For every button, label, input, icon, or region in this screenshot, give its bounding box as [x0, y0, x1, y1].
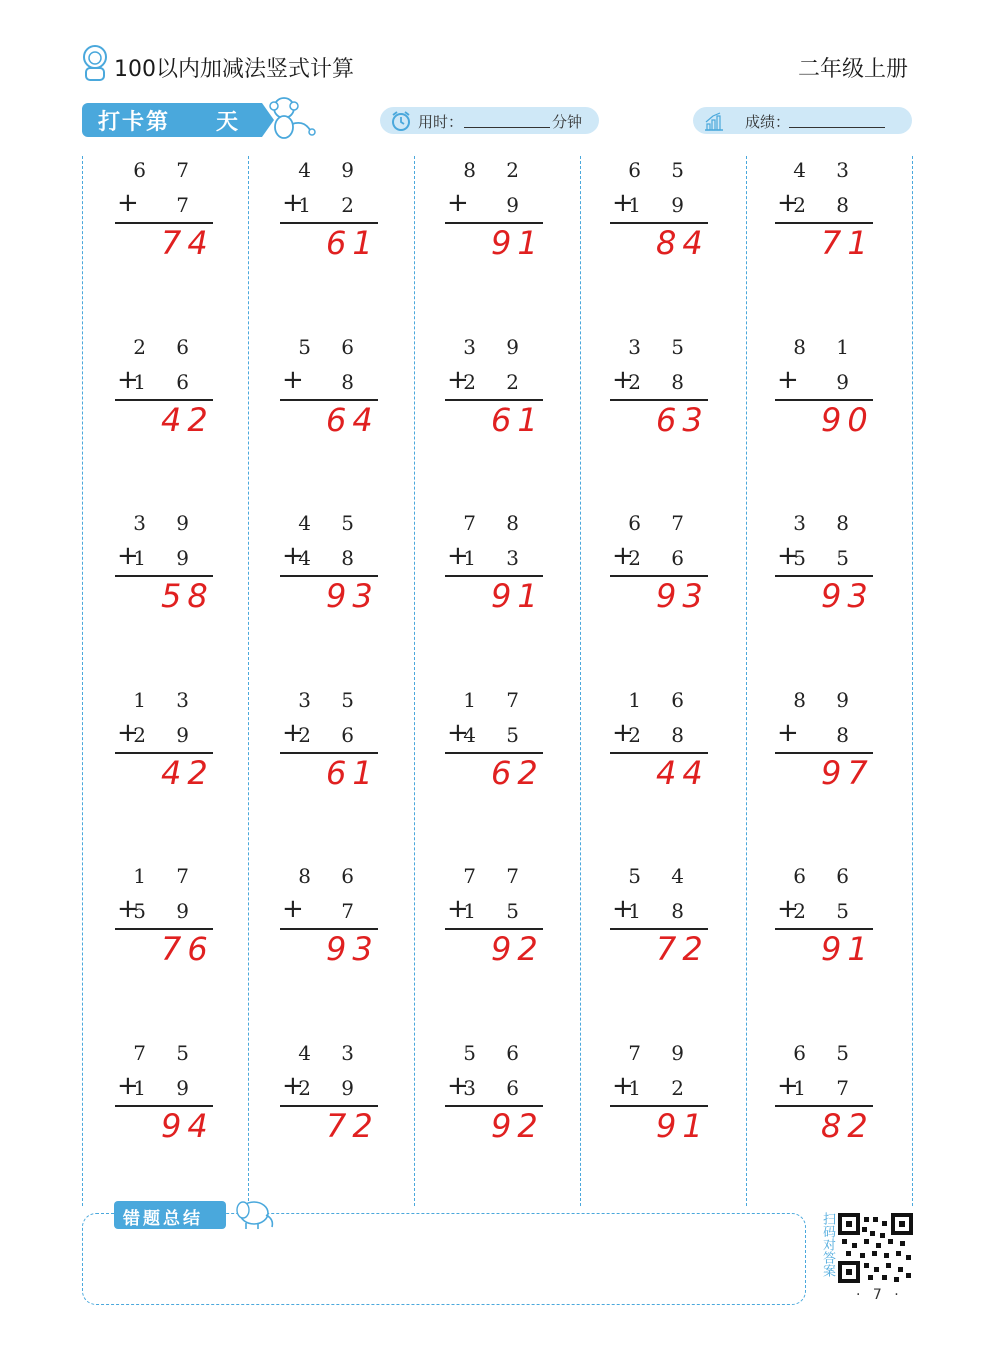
plus-sign: + [777, 365, 799, 395]
bar-chart-icon [703, 110, 725, 132]
handwritten-answer[interactable]: 82 [821, 1107, 874, 1145]
addend-top: 6 7 [628, 511, 696, 535]
handwritten-answer[interactable]: 91 [821, 930, 874, 968]
addition-problem [445, 511, 545, 621]
addend-bottom: 2 8 [628, 723, 696, 747]
addend-bottom: 1 3 [463, 546, 531, 570]
handwritten-answer[interactable]: 61 [326, 224, 379, 262]
addend-top: 4 5 [298, 511, 366, 535]
handwritten-answer[interactable]: 93 [326, 577, 379, 615]
plus-sign: + [447, 365, 469, 395]
addend-bottom: 1 7 [793, 1076, 861, 1100]
checkin-label: 打卡第 [98, 110, 171, 135]
plus-sign: + [282, 894, 304, 924]
addend-top: 7 9 [628, 1041, 696, 1065]
addition-problem [775, 511, 875, 621]
handwritten-answer[interactable]: 72 [326, 1107, 379, 1145]
addend-top: 5 4 [628, 864, 696, 888]
addend-bottom: 2 9 [298, 1076, 366, 1100]
addition-problem [775, 335, 875, 445]
addition-problem [280, 688, 380, 798]
column-divider [746, 156, 747, 1206]
grade-label: 二年级上册 [797, 57, 908, 82]
column-divider [248, 156, 249, 1206]
addend-top: 1 6 [628, 688, 696, 712]
handwritten-answer[interactable]: 93 [326, 930, 379, 968]
plus-sign: + [282, 365, 304, 395]
addition-problem [115, 1041, 215, 1151]
time-unit: 分钟 [552, 113, 583, 131]
time-blank[interactable] [464, 127, 550, 128]
handwritten-answer[interactable]: 91 [491, 224, 544, 262]
plus-sign: + [117, 894, 139, 924]
qr-label: 扫码对答案 [820, 1212, 835, 1277]
addition-problem [115, 335, 215, 445]
addend-top: 1 7 [463, 688, 531, 712]
plus-sign: + [117, 718, 139, 748]
clock-icon [390, 110, 412, 132]
addend-top: 8 9 [793, 688, 861, 712]
handwritten-answer[interactable]: 93 [656, 577, 709, 615]
addition-problem [115, 688, 215, 798]
addition-problem [610, 511, 710, 621]
addend-top: 7 5 [133, 1041, 201, 1065]
addend-bottom: 1 5 [463, 899, 531, 923]
handwritten-answer[interactable]: 61 [491, 401, 544, 439]
addition-problem [445, 864, 545, 974]
elephant-icon [228, 1195, 278, 1231]
addend-bottom: 7 [176, 193, 201, 217]
addend-top: 3 5 [628, 335, 696, 359]
addend-top: 2 6 [133, 335, 201, 359]
handwritten-answer[interactable]: 62 [491, 754, 544, 792]
addend-bottom: 1 9 [133, 546, 201, 570]
addend-top: 4 3 [298, 1041, 366, 1065]
addend-bottom: 9 [836, 370, 861, 394]
plus-sign: + [777, 541, 799, 571]
addend-bottom: 8 [836, 723, 861, 747]
plus-sign: + [612, 541, 634, 571]
plus-sign: + [612, 718, 634, 748]
addition-problem [610, 864, 710, 974]
addend-bottom: 7 [341, 899, 366, 923]
plus-sign: + [777, 718, 799, 748]
score-field[interactable] [693, 107, 912, 134]
addend-bottom: 2 2 [463, 370, 531, 394]
addend-bottom: 2 6 [298, 723, 366, 747]
plus-sign: + [447, 188, 469, 218]
handwritten-answer[interactable]: 76 [161, 930, 214, 968]
addend-bottom: 9 [506, 193, 531, 217]
addition-problem [775, 1041, 875, 1151]
addend-top: 3 9 [463, 335, 531, 359]
addition-problem [775, 158, 875, 268]
monkey-icon [262, 94, 318, 142]
addend-top: 8 1 [793, 335, 861, 359]
plus-sign: + [612, 1071, 634, 1101]
addend-bottom: 8 [341, 370, 366, 394]
handwritten-answer[interactable]: 64 [326, 401, 379, 439]
checkin-banner [82, 103, 262, 137]
addition-problem [280, 864, 380, 974]
addend-top: 8 6 [298, 864, 366, 888]
handwritten-answer[interactable]: 42 [161, 754, 214, 792]
error-summary-label: 错题总结 [123, 1209, 203, 1229]
handwritten-answer[interactable]: 63 [656, 401, 709, 439]
plus-sign: + [612, 188, 634, 218]
column-divider [82, 156, 83, 1206]
handwritten-answer[interactable]: 44 [656, 754, 709, 792]
addend-top: 6 6 [793, 864, 861, 888]
time-field[interactable] [380, 107, 599, 134]
plus-sign: + [282, 718, 304, 748]
addend-bottom: 5 9 [133, 899, 201, 923]
addend-top: 5 6 [463, 1041, 531, 1065]
addition-problem [280, 335, 380, 445]
plus-sign: + [282, 541, 304, 571]
plus-sign: + [447, 541, 469, 571]
addition-problem [280, 511, 380, 621]
addition-problem [445, 158, 545, 268]
addition-problem [115, 511, 215, 621]
handwritten-answer[interactable]: 97 [821, 754, 874, 792]
addend-bottom: 3 6 [463, 1076, 531, 1100]
addition-problem [610, 1041, 710, 1151]
handwritten-answer[interactable]: 74 [161, 224, 214, 262]
addend-bottom: 1 9 [133, 1076, 201, 1100]
book-title: 100以内加减法竖式计算 [114, 57, 354, 82]
day-label: 天 [216, 110, 239, 135]
handwritten-answer[interactable]: 92 [491, 930, 544, 968]
column-divider [912, 156, 913, 1206]
addend-top: 6 5 [628, 158, 696, 182]
addend-top: 1 3 [133, 688, 201, 712]
addition-problem [115, 158, 215, 268]
time-label: 用时： [418, 113, 464, 131]
lion-logo-icon [78, 44, 112, 82]
page-number: · 7 · [856, 1287, 903, 1303]
addition-problem [445, 1041, 545, 1151]
addend-bottom: 4 5 [463, 723, 531, 747]
addend-bottom: 1 6 [133, 370, 201, 394]
addend-bottom: 5 5 [793, 546, 861, 570]
addend-top: 7 8 [463, 511, 531, 535]
addition-problem [610, 158, 710, 268]
addend-top: 1 7 [133, 864, 201, 888]
column-divider [414, 156, 415, 1206]
plus-sign: + [612, 365, 634, 395]
handwritten-answer[interactable]: 72 [656, 930, 709, 968]
addend-top: 3 8 [793, 511, 861, 535]
addition-problem [445, 335, 545, 445]
addition-problem [280, 158, 380, 268]
column-divider [580, 156, 581, 1206]
addend-bottom: 2 6 [628, 546, 696, 570]
handwritten-answer[interactable]: 71 [821, 224, 874, 262]
addend-bottom: 2 8 [628, 370, 696, 394]
addition-problem [775, 864, 875, 974]
error-summary-tag [114, 1201, 226, 1229]
plus-sign: + [777, 894, 799, 924]
addend-bottom: 1 2 [628, 1076, 696, 1100]
addend-top: 4 3 [793, 158, 861, 182]
handwritten-answer[interactable]: 42 [161, 401, 214, 439]
addend-top: 3 5 [298, 688, 366, 712]
addition-problem [610, 335, 710, 445]
addend-bottom: 2 5 [793, 899, 861, 923]
addend-bottom: 2 8 [793, 193, 861, 217]
addition-problem [775, 688, 875, 798]
handwritten-answer[interactable]: 84 [656, 224, 709, 262]
qr-code-icon[interactable] [838, 1213, 913, 1283]
plus-sign: + [447, 718, 469, 748]
addend-bottom: 1 9 [628, 193, 696, 217]
addend-bottom: 1 2 [298, 193, 366, 217]
addend-top: 3 9 [133, 511, 201, 535]
handwritten-answer[interactable]: 93 [821, 577, 874, 615]
handwritten-answer[interactable]: 91 [491, 577, 544, 615]
score-label: 成绩： [745, 113, 791, 131]
addend-top: 4 9 [298, 158, 366, 182]
plus-sign: + [117, 541, 139, 571]
plus-sign: + [447, 894, 469, 924]
addend-bottom: 4 8 [298, 546, 366, 570]
addend-top: 6 5 [793, 1041, 861, 1065]
plus-sign: + [612, 894, 634, 924]
addend-bottom: 2 9 [133, 723, 201, 747]
plus-sign: + [117, 188, 139, 218]
handwritten-answer[interactable]: 58 [161, 577, 214, 615]
handwritten-answer[interactable]: 61 [326, 754, 379, 792]
plus-sign: + [447, 1071, 469, 1101]
handwritten-answer[interactable]: 94 [161, 1107, 214, 1145]
handwritten-answer[interactable]: 90 [821, 401, 874, 439]
plus-sign: + [777, 1071, 799, 1101]
addition-problem [445, 688, 545, 798]
plus-sign: + [777, 188, 799, 218]
plus-sign: + [282, 1071, 304, 1101]
addend-top: 6 7 [133, 158, 201, 182]
addend-top: 8 2 [463, 158, 531, 182]
plus-sign: + [117, 1071, 139, 1101]
score-blank[interactable] [789, 127, 885, 128]
plus-sign: + [282, 188, 304, 218]
handwritten-answer[interactable]: 91 [656, 1107, 709, 1145]
handwritten-answer[interactable]: 92 [491, 1107, 544, 1145]
addition-problem [280, 1041, 380, 1151]
addend-bottom: 1 8 [628, 899, 696, 923]
addend-top: 5 6 [298, 335, 366, 359]
plus-sign: + [117, 365, 139, 395]
addend-top: 7 7 [463, 864, 531, 888]
addition-problem [115, 864, 215, 974]
addition-problem [610, 688, 710, 798]
